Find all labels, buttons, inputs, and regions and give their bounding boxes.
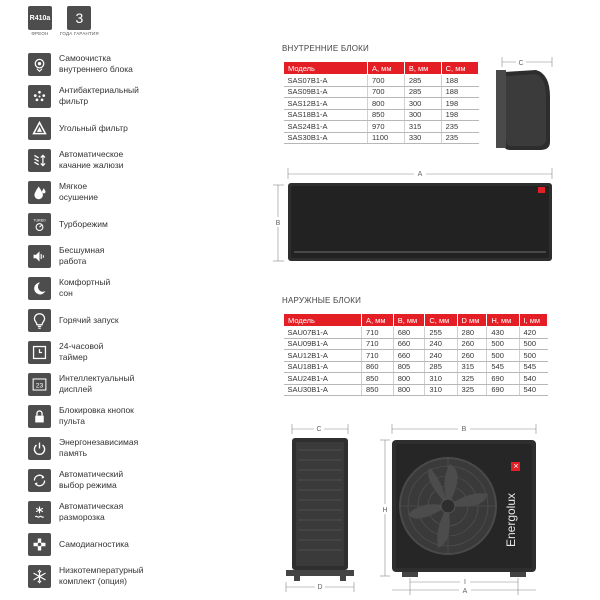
swing-louver-icon [28,149,51,172]
table-cell: 240 [425,338,457,350]
table-cell: SAU18B1-A [284,361,362,373]
table-cell: 690 [487,373,519,385]
column-header: A, мм [362,314,394,327]
table-row [284,350,548,362]
display-icon [28,373,51,396]
feature-label: Энергонезависимая память [59,437,139,458]
column-header: C, мм [441,62,478,75]
feature-item [28,369,134,399]
table-row [284,109,479,121]
feature-label: Блокировка кнопок пульта [59,405,134,426]
column-header: A, мм [368,62,405,75]
feature-item [28,433,138,463]
indoor-unit-side-drawing [492,52,592,162]
table-cell: SAU09B1-A [284,338,362,350]
table-row [284,132,479,144]
feature-label: Мягкое осушение [59,181,98,202]
feature-label: Турборежим [59,218,108,229]
column-header: Модель [284,314,362,327]
table-cell: 198 [441,109,478,121]
feature-item [28,241,104,271]
feature-label: Автоматический выбор режима [59,469,124,490]
outdoor-unit-front-drawing [378,420,548,598]
feature-label: Самодиагностика [59,538,129,549]
table-cell: 545 [519,361,547,373]
dimension-a-label: A [417,171,423,178]
dimension-c-label: C [518,60,524,67]
dimension-b-label: B [275,220,281,227]
table-cell: 500 [487,350,519,362]
table-cell: 285 [425,361,457,373]
self-clean-icon [28,53,51,76]
table-cell: 710 [362,350,394,362]
dimension-i-label: I [464,579,466,586]
table-header-row [284,62,479,75]
feature-label: Горячий запуск [59,314,119,325]
feature-item [28,113,128,143]
table-cell: 850 [362,373,394,385]
feature-item [28,561,144,591]
feature-label: Бесшумная работа [59,245,105,266]
feature-item [28,209,108,239]
table-cell: SAS09B1-A [284,86,368,98]
table-cell: 710 [362,327,394,339]
dimension-a-label: A [462,588,468,595]
table-row [284,75,479,87]
table-row [284,121,479,133]
table-cell: 700 [368,75,405,87]
feature-label: Самоочистка внутреннего блока [59,53,133,74]
dimension-c-label: C [316,426,322,433]
table-cell: 500 [519,338,547,350]
outdoor-section-title: НАРУЖНЫЕ БЛОКИ [282,296,362,305]
table-cell: 315 [457,361,487,373]
table-cell: 300 [404,98,441,110]
timer-icon [28,341,51,364]
table-cell: 285 [404,75,441,87]
outdoor-unit-side-drawing [278,420,368,598]
feature-item [28,145,124,175]
table-cell: 325 [457,384,487,396]
column-header: H, мм [487,314,519,327]
table-cell: 850 [362,384,394,396]
feature-label: 24-часовой таймер [59,341,104,362]
power-memory-icon [28,437,51,460]
table-cell: 700 [368,86,405,98]
table-row [284,98,479,110]
feature-label: Комфортный сон [59,277,111,298]
table-row [284,384,548,396]
auto-mode-icon [28,469,51,492]
table-cell: SAU30B1-A [284,384,362,396]
indoor-section-title: ВНУТРЕННИЕ БЛОКИ [282,44,369,53]
column-header: I, мм [519,314,547,327]
defrost-icon [28,501,51,524]
dry-mode-icon [28,181,51,204]
badge-row [28,6,99,36]
table-cell: 420 [519,327,547,339]
table-cell: 255 [425,327,457,339]
table-cell: 285 [404,86,441,98]
table-cell: 540 [519,373,547,385]
table-cell: 800 [393,373,425,385]
column-header: Модель [284,62,368,75]
feature-label: Интеллектуальный дисплей [59,373,135,394]
table-cell: SAS07B1-A [284,75,368,87]
table-cell: 235 [441,132,478,144]
table-cell: 800 [368,98,405,110]
feature-label: Угольный фильтр [59,122,128,133]
table-cell: 850 [368,109,405,121]
warranty-value: 3 [67,6,91,30]
feature-item [28,337,103,367]
feature-item [28,529,129,559]
dimension-d-label: D [317,584,323,591]
lock-icon [28,405,51,428]
table-row [284,86,479,98]
feature-item [28,401,134,431]
table-cell: 660 [393,350,425,362]
svg-text:23: 23 [35,381,44,389]
table-cell: 330 [404,132,441,144]
feature-item [28,273,110,303]
column-header: B, мм [393,314,425,327]
feature-label: Автоматическая разморозка [59,501,124,522]
feature-item [28,305,119,335]
column-header: C, мм [425,314,457,327]
table-cell: 710 [362,338,394,350]
table-cell: 260 [457,338,487,350]
table-cell: SAU12B1-A [284,350,362,362]
table-cell: 680 [393,327,425,339]
table-row [284,338,548,350]
table-row [284,327,548,339]
brand-mark-icon: ✕ [513,463,519,471]
turbo-icon [28,213,51,236]
dimension-h-label: H [382,507,388,514]
table-cell: SAS30B1-A [284,132,368,144]
table-cell: 310 [425,373,457,385]
feature-item [28,177,98,207]
table-cell: SAU24B1-A [284,373,362,385]
hot-start-icon [28,309,51,332]
table-cell: 310 [425,384,457,396]
table-cell: 235 [441,121,478,133]
table-cell: SAS24B1-A [284,121,368,133]
table-row [284,361,548,373]
table-cell: 500 [487,338,519,350]
feature-item [28,497,123,527]
table-cell: 660 [393,338,425,350]
table-cell: 188 [441,86,478,98]
table-cell: 188 [441,75,478,87]
column-header: B, мм [404,62,441,75]
outdoor-spec-table [283,313,548,396]
indoor-unit-front-drawing [270,165,570,275]
table-cell: 545 [487,361,519,373]
column-header: D мм [457,314,487,327]
brand-logo: Energolux [504,492,518,548]
indoor-spec-table [283,61,479,144]
table-cell: 500 [519,350,547,362]
table-cell: 800 [393,384,425,396]
table-row [284,373,548,385]
table-header-row [284,314,548,327]
table-cell: 430 [487,327,519,339]
feature-label: Антибактериальный фильтр [59,85,139,106]
warranty-caption: ГОДА ГАРАНТИЯ [60,31,99,36]
table-cell: 690 [487,384,519,396]
antibacterial-filter-icon [28,85,51,108]
table-cell: SAS12B1-A [284,98,368,110]
table-cell: 300 [404,109,441,121]
dimension-b-label: B [461,426,467,433]
table-cell: 280 [457,327,487,339]
warranty-badge [60,6,99,36]
table-cell: 805 [393,361,425,373]
table-cell: 970 [368,121,405,133]
feature-label: Автоматическое качание жалюзи [59,149,124,170]
refrigerant-value: R410a [28,6,52,30]
sleep-icon [28,277,51,300]
table-cell: 325 [457,373,487,385]
silent-icon [28,245,51,268]
svg-text:TURBO: TURBO [33,218,46,223]
table-cell: 198 [441,98,478,110]
refrigerant-caption: ФРЕОН [31,31,49,36]
table-cell: 860 [362,361,394,373]
table-cell: 540 [519,384,547,396]
table-cell: 1100 [368,132,405,144]
feature-label: Низкотемпературный комплект (опция) [59,565,144,586]
feature-item [28,465,123,495]
carbon-filter-icon [28,117,51,140]
table-cell: SAS18B1-A [284,109,368,121]
feature-item [28,49,133,79]
refrigerant-badge [28,6,52,36]
feature-item [28,81,139,111]
low-temp-kit-icon [28,565,51,588]
table-cell: 315 [404,121,441,133]
table-cell: SAU07B1-A [284,327,362,339]
table-cell: 260 [457,350,487,362]
self-diagnosis-icon [28,533,51,556]
table-cell: 240 [425,350,457,362]
